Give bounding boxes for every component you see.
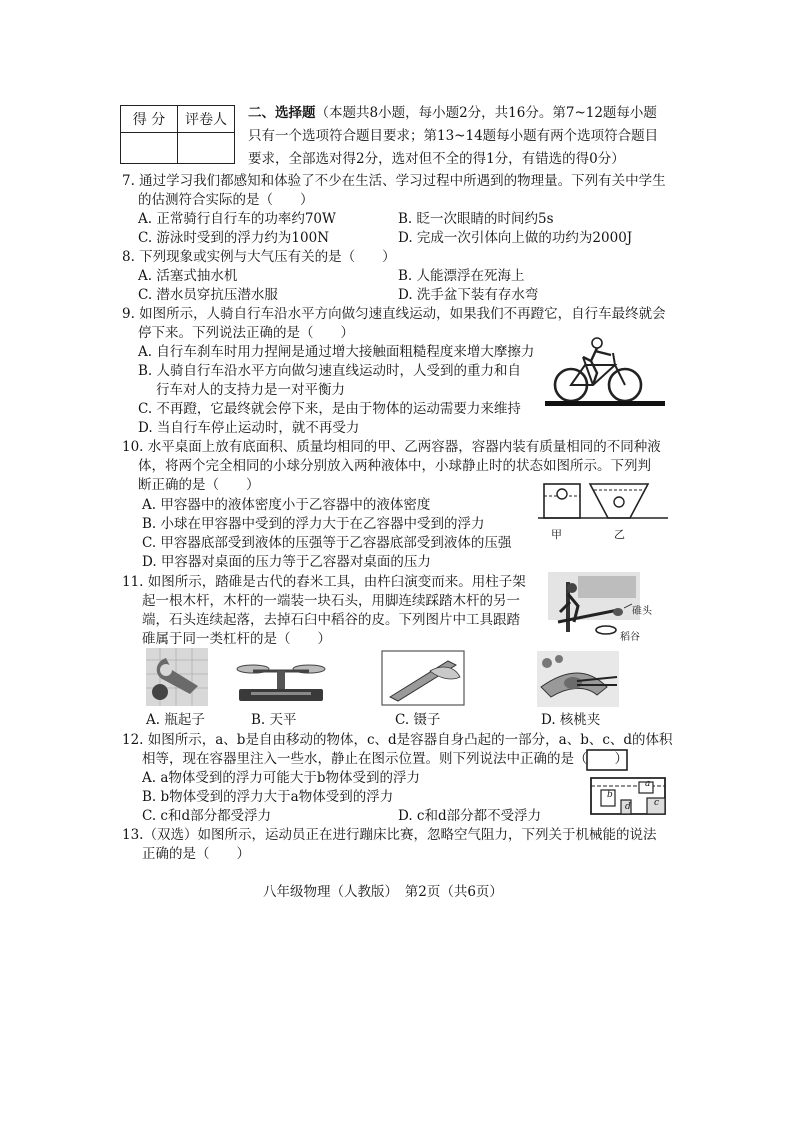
score-cell <box>121 133 178 164</box>
grader-header: 评卷人 <box>178 106 235 133</box>
q8-option-d: D. 洗手盆下装有存水弯 <box>398 287 539 303</box>
q9-option-a: A. 自行车刹车时用力捏闸是通过增大接触面粗糙程度来增大摩擦力 <box>138 344 535 360</box>
section-line1: （本题共8小题，每小题2分，共16分。第7~12题每小题 <box>315 105 657 121</box>
grader-cell <box>178 133 235 164</box>
section-line3: 要求，全部选对得2分，选对但不全的得1分，有错选的得0分） <box>248 151 625 167</box>
q7-option-d: D. 完成一次引体向上做的功约为2000J <box>398 230 633 246</box>
q8-option-b: B. 人能漂浮在死海上 <box>398 268 525 284</box>
q12-option-a: A. a物体受到的浮力可能大于b物体受到的浮力 <box>142 770 421 786</box>
label-yi: 乙 <box>614 528 625 541</box>
q10-stem-2: 体，将两个完全相同的小球分别放入两种液体中，小球静止时的状态如图所示。下列判 <box>138 458 651 474</box>
q9-option-b-1: B. 人骑自行车沿水平方向做匀速直线运动时，人受到的重力和自 <box>138 363 522 379</box>
q10-stem-3: 断正确的是（ ） <box>138 477 260 493</box>
label-stone: 碓头 <box>632 606 652 617</box>
q11-stem-3: 端，石头连续起落，去掉石臼中稻谷的皮。下列图片中工具跟踏 <box>142 612 520 628</box>
q7-option-c: C. 游泳时受到的浮力约为100N <box>138 230 330 246</box>
q12-option-d: D. c和d部分都不受浮力 <box>398 808 542 824</box>
q9-stem-1: 9. 如图所示，人骑自行车沿水平方向做匀速直线运动，如果我们不再蹬它，自行车最终就会 <box>122 306 666 322</box>
score-header: 得 分 <box>121 106 178 133</box>
q11-option-a: A. 瓶起子 <box>146 712 205 728</box>
q7-option-a: A. 正常骑行自行车的功率约70W <box>138 211 336 227</box>
q12-stem-1: 12. 如图所示，a、b是自由移动的物体，c、d是容器自身凸起的一部分，a、b、c、d的体积 <box>122 732 673 748</box>
q10-option-a: A. 甲容器中的液体密度小于乙容器中的液体密度 <box>142 497 431 513</box>
q11-stem-4: 碓属于同一类杠杆的是（ ） <box>142 631 331 647</box>
q10-option-d: D. 甲容器对桌面的压力等于乙容器对桌面的压力 <box>142 554 431 570</box>
label-c: c <box>654 798 660 808</box>
q11-stem-2: 起一根木杆，木杆的一端装一块石头，用脚连续踩踏木杆的另一 <box>142 593 520 609</box>
q8-option-a: A. 活塞式抽水机 <box>138 268 238 284</box>
bicycle-figure <box>545 337 665 409</box>
q7-stem-1: 7. 通过学习我们都感知和体验了不少在生活、学习过程中所遇到的物理量。下列有关中学生 <box>122 173 666 189</box>
q9-stem-2: 停下来。下列说法正确的是（ ） <box>138 325 354 341</box>
section-line2: 只有一个选项符合题目要求；第13~14题每小题有两个选项符合题目 <box>248 128 659 144</box>
q12-option-b: B. b物体受到的浮力大于a物体受到的浮力 <box>142 789 394 805</box>
q7-option-b: B. 眨一次眼睛的时间约5s <box>398 211 554 227</box>
label-a: a <box>645 779 651 789</box>
label-d: d <box>625 802 631 812</box>
q9-option-b-2: 行车对人的支持力是一对平衡力 <box>156 382 345 398</box>
q7-stem-2: 的估测符合实际的是（ ） <box>138 192 314 208</box>
label-jia: 甲 <box>551 528 562 541</box>
q12-option-c: C. c和d部分都受浮力 <box>142 808 272 824</box>
q11-option-d: D. 核桃夹 <box>541 712 601 728</box>
label-b: b <box>607 790 613 800</box>
q13-stem-2: 正确的是（ ） <box>142 846 250 862</box>
label-rice: 稻谷 <box>620 632 640 643</box>
page-footer: 八年级物理（人教版） 第2页（共6页） <box>263 884 503 900</box>
tweezers-image <box>382 651 464 705</box>
q10-option-b: B. 小球在甲容器中受到的浮力大于在乙容器中受到的浮力 <box>142 516 485 532</box>
balance-image <box>233 651 329 707</box>
q8-option-c: C. 潜水员穿抗压潜水服 <box>138 287 278 303</box>
q13-stem-1: 13.（双选）如图所示，运动员正在进行蹦床比赛，忽略空气阻力，下列关于机械能的说法 <box>122 827 657 843</box>
bottle-opener-image <box>146 648 208 706</box>
q10-stem-1: 10. 水平桌面上放有底面积、质量均相同的甲、乙两容器，容器内装有质量相同的不同种液 <box>122 439 661 455</box>
section-title: 二、选择题 <box>248 105 316 121</box>
q8-stem: 8. 下列现象或实例与大气压有关的是（ ） <box>122 249 396 265</box>
q11-option-b: B. 天平 <box>251 712 297 728</box>
q9-option-c: C. 不再蹬，它最终就会停下来，是由于物体的运动需要力来维持 <box>138 401 521 417</box>
score-table <box>120 105 235 164</box>
section-header <box>248 102 657 124</box>
nutcracker-image <box>537 651 619 707</box>
q11-option-c: C. 镊子 <box>395 712 441 728</box>
containers-figure <box>538 478 668 526</box>
q12-stem-2: 相等，现在容器里注入一些水，静止在图示位置。则下列说法中正确的是（ ） <box>142 751 628 767</box>
q10-option-c: C. 甲容器底部受到液体的压强等于乙容器底部受到液体的压强 <box>142 535 512 551</box>
q11-stem-1: 11. 如图所示，踏碓是古代的舂米工具，由杵臼演变而来。用柱子架 <box>122 574 526 590</box>
q9-option-d: D. 当自行车停止运动时，就不再受力 <box>138 420 360 436</box>
